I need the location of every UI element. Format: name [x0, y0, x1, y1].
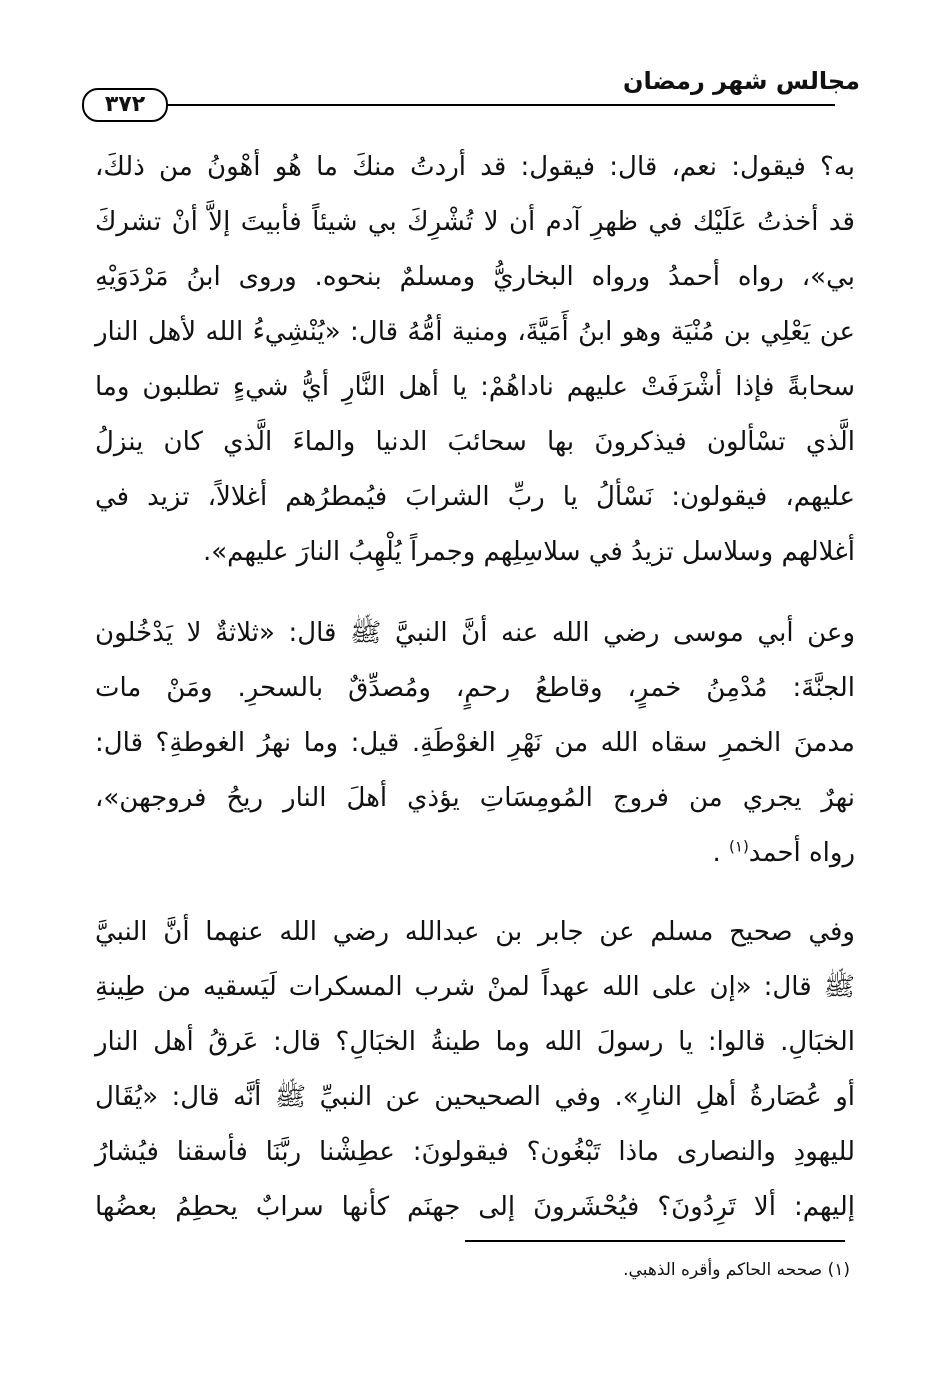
- paragraph-1: [95, 140, 855, 580]
- text-line: وفي صحيح مسلم عن جابر بن عبدالله رضي الله عنهما أنَّ النبيَّ: [95, 917, 855, 947]
- text-line: وعن أبي موسى رضي الله عنه أنَّ النبيَّ ﷺ قال: «ثلاثةٌ لا يَدْخُلون: [95, 618, 855, 648]
- text-line: عن يَعْلِي بن مُنْيَة وهو ابنُ أَمَيَّةَ، ومنية أمُّهُ قال: «يُنْشِيءُ الله لأهل النار: [95, 317, 855, 347]
- header-rule: [100, 104, 835, 106]
- text-line: به؟ فيقول: نعم، قال: فيقول: قد أردتُ منكَ ما هُو أهْونُ من ذلكَ،: [95, 152, 855, 182]
- paragraph-2: [95, 606, 855, 881]
- text-line: إليهم: ألا تَرِدُونَ؟ فيُحْشَرونَ إلى جهنَم كأنها سرابٌ يحطِمُ بعضُها: [95, 1192, 855, 1222]
- footnote-text: صححه الحاكم وأقره الذهبي.: [623, 1260, 823, 1280]
- text-line: أو عُصَارةُ أهلِ النارِ». وفي الصحيحين عن النبيِّ ﷺ أنَّه قال: «يُقَال: [95, 1082, 855, 1112]
- text-line: نهرٌ يجري من فروج المُومِسَاتِ يؤذي أهلَ النار ريحُ فروجهن»،: [95, 783, 855, 813]
- footnote-separator: [465, 1240, 845, 1242]
- main-text: [95, 140, 855, 1235]
- text-line: أغلالهم وسلاسل تزيدُ في سلاسِلِهم وجمراً يُلْهِبُ النارَ عليهم».: [202, 537, 855, 567]
- running-title: مجالس شهر رمضان: [622, 67, 860, 95]
- text-line: قد أخذتُ عَلَيْك في ظهرِ آدم أن لا تُشْرِكَ بي شيئاً فأبيتَ إلاَّ أنْ تشركَ: [95, 207, 855, 237]
- text-line: ﷺ قال: «إن على الله عهداً لمنْ شرب المسكرات لَيَسقيه من طِينةِ: [95, 972, 855, 1002]
- text-line: الخبَالِ. قالوا: يا رسولَ الله وما طينةُ الخبَالِ؟ قال: عَرقُ أهل النار: [95, 1027, 855, 1057]
- text-line: سحابةً فإذا أشْرَفَتْ عليهم ناداهُمْ: يا أهل النَّارِ أيُّ شيءٍ تطلبون وما: [95, 372, 855, 402]
- footnote-marker: (١): [827, 1260, 850, 1280]
- text-line: عليهم، فيقولون: نَسْألُ يا ربِّ الشرابَ فيُمطرُهم أغلالاً، تزيد في: [95, 482, 855, 512]
- text-line: لليهودِ والنصارى ماذا تَبْغُون؟ فيقولونَ: عطِشْنا ربَّنَا فأسقنا فيُشارُ: [95, 1137, 855, 1167]
- text-line: الَّذي تسْألون فيذكرونَ بها سحائبَ الدنيا والماءَ الَّذي كان ينزلُ: [95, 427, 855, 457]
- text-line-segment: رواه أحمد: [748, 838, 855, 868]
- text-line: الجنَّةَ: مُدْمِنُ خمرٍ، وقاطعُ رحمٍ، ومُصدِّقٌ بالسحرِ. ومَنْ مات: [95, 673, 855, 703]
- text-line: مدمنَ الخمرِ سقاه الله من نَهْرِ الغوْطَةِ. قيل: وما نهرُ الغوطةِ؟ قال:: [95, 728, 855, 758]
- text-line-segment: .: [712, 838, 730, 868]
- page-number-badge: ٣٧٢: [82, 88, 168, 122]
- footnote-reference[interactable]: (١): [729, 837, 749, 856]
- paragraph-3: [95, 905, 855, 1235]
- footnote-1: [400, 1256, 850, 1284]
- text-line: بي»، رواه أحمدُ ورواه البخاريُّ ومسلمٌ بنحوه. وروى ابنُ مَرْدَوَيْهِ: [95, 262, 855, 292]
- text-line-with-footnote: [95, 826, 855, 881]
